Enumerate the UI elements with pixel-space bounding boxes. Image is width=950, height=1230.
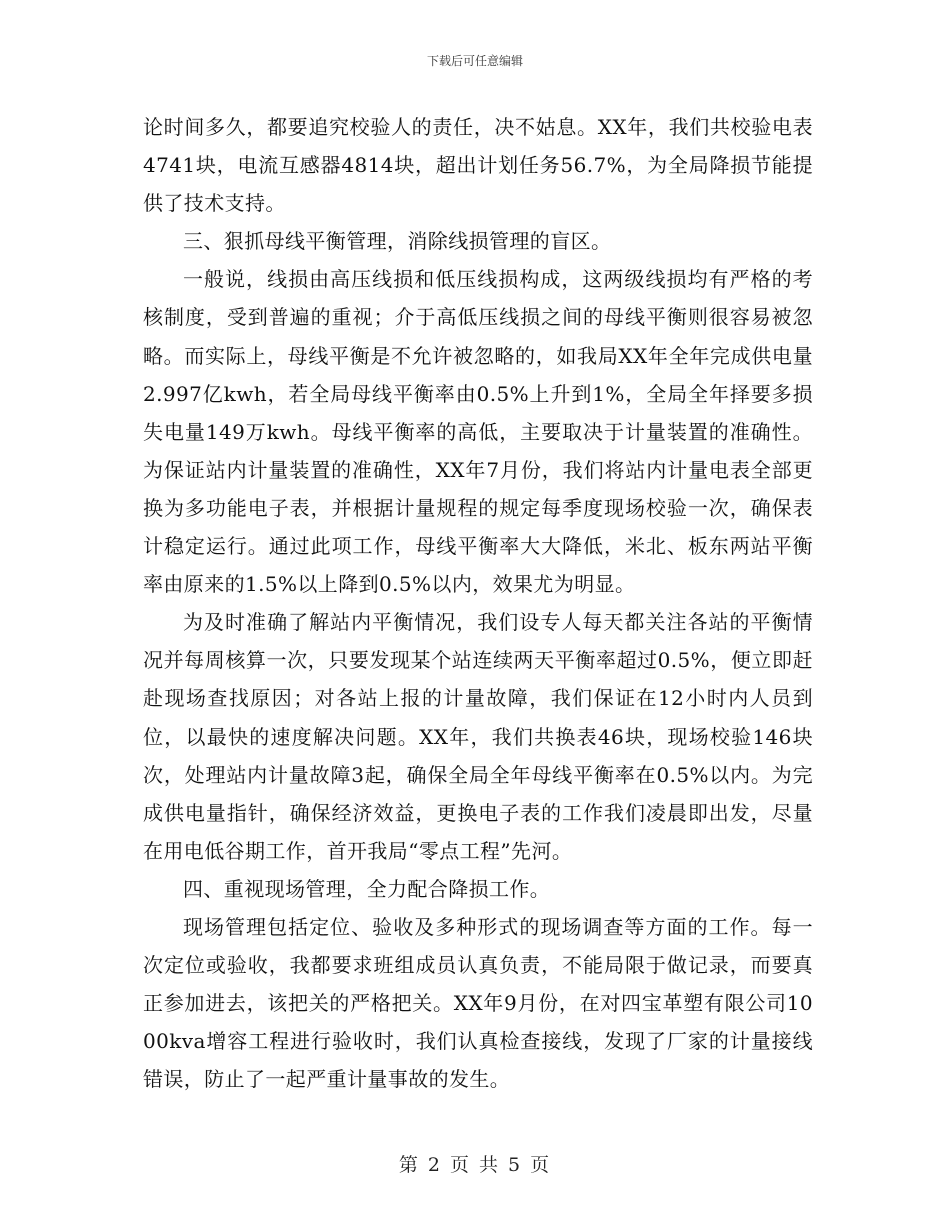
paragraph-3: 为及时准确了解站内平衡情况，我们设专人每天都关注各站的平衡情况并每周核算一次，只要发现某个站连续两天平衡率超过0.5%，便立即赶赴现场查找原因；对各站上报的计量故障，我们保证在12小时内人员到位，以最快的速度解决问题。XX年，我们共换表46块，现场校验146块次，处理站内计量故障3起，确保全局全年母线平衡率在0.5%以内。为完成供电量指针，确保经济效益，更换电子表的工作我们凌晨即出发，尽量在用电低谷期工作，首开我局“零点工程”先河。 [143, 610, 813, 863]
document-body [143, 108, 813, 1098]
paragraph-4: 现场管理包括定位、验收及多种形式的现场调查等方面的工作。每一次定位或验收，我都要求班组成员认真负责，不能局限于做记录，而要真正参加进去，该把关的严格把关。XX年9月份，在对四宝革塑有限公司1000kva增容工程进行验收时，我们认真检查接线，发现了厂家的计量接线错误，防止了一起严重计量事故的发生。 [143, 914, 813, 1092]
paragraph-1: 论时间多久，都要追究校验人的责任，决不姑息。XX年，我们共校验电表4741块，电流互感器4814块，超出计划任务56.7%，为全局降损节能提供了技术支持。 [143, 115, 813, 216]
paragraph-2: 一般说，线损由高压线损和低压线损构成，这两级线损均有严格的考核制度，受到普遍的重视；介于高低压线损之间的母线平衡则很容易被忽略。而实际上，母线平衡是不允许被忽略的，如我局XX年全年完成供电量2.997亿kwh，若全局母线平衡率由0.5%上升到1%，全局全年择要多损失电量149万kwh。母线平衡率的高低，主要取决于计量装置的准确性。为保证站内计量装置的准确性，XX年7月份，我们将站内计量电表全部更换为多功能电子表，并根据计量规程的规定每季度现场校验一次，确保表计稳定运行。通过此项工作，母线平衡率大大降低，米北、板东两站平衡率由原来的1.5%以上降到0.5%以内，效果尤为明显。 [143, 267, 813, 597]
section-heading-4: 四、重视现场管理，全力配合降损工作。 [183, 876, 551, 901]
page-number-footer: 第 2 页 共 5 页 [398, 1154, 552, 1176]
section-heading-3: 三、狠抓母线平衡管理，消除线损管理的盲区。 [183, 229, 612, 254]
page-header-note: 下载后可任意编辑 [426, 54, 523, 68]
